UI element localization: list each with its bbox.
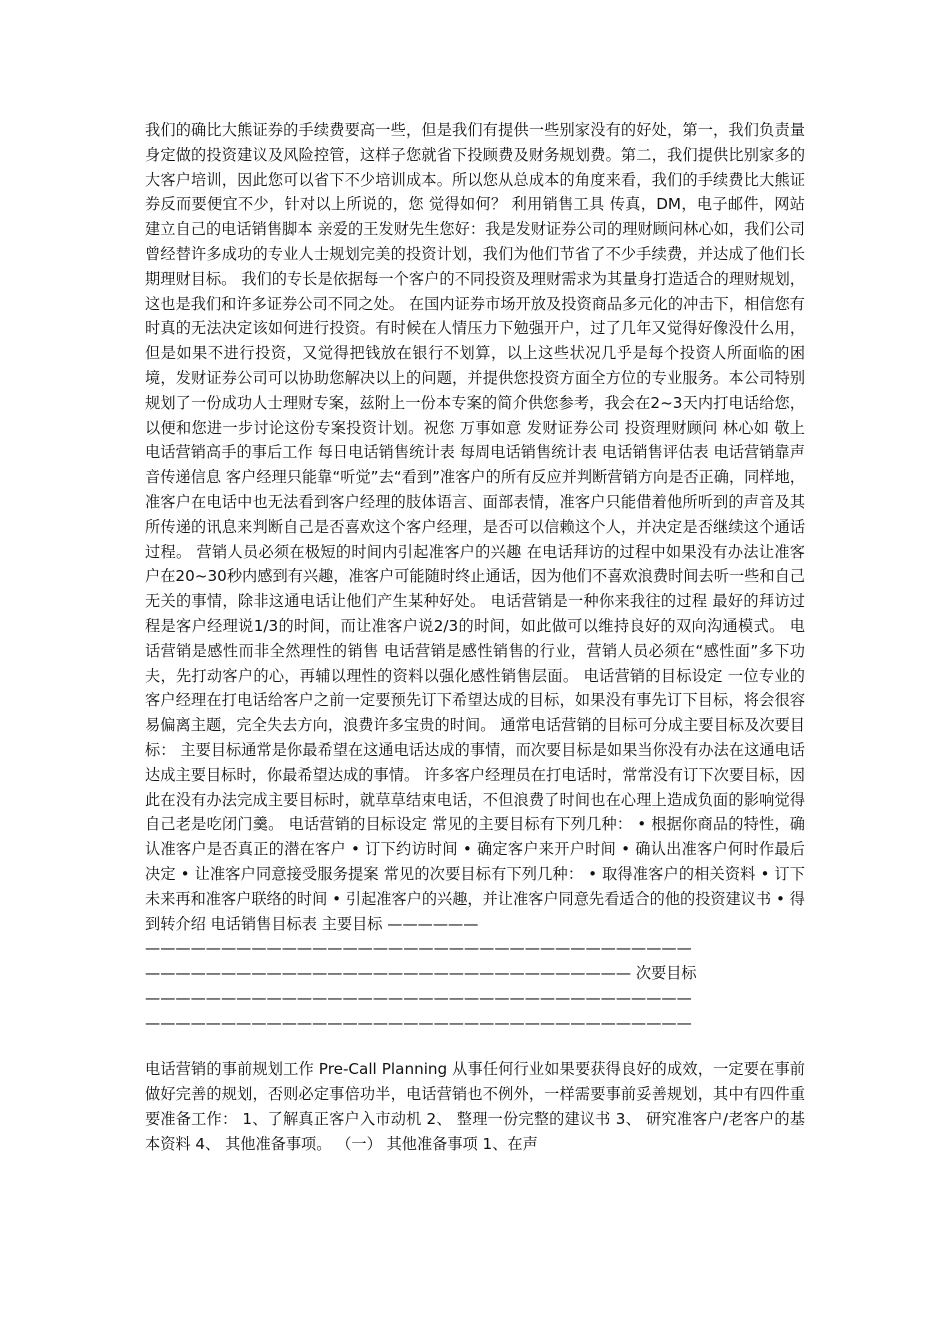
paragraph-gap xyxy=(145,1035,805,1057)
document-body xyxy=(145,118,805,1157)
rule-line: ———————————————————————————————————— xyxy=(145,1013,692,1032)
body-paragraph-precall: 电话营销的事前规划工作 Pre-Call Planning 从事任何行业如果要获得良好的成效，一定要在事前做好完善的规划，否则必定事倍功半，电话营销也不例外，一样需要事前妥善规划，其中有四件重要准备工作： 1、了解真正客户入市动机 2、 整理一份完整的建议书 3、 研究准客户/老客户的基本资料 4、 其他准备事项。 （一） 其他准备事项 1、在声 xyxy=(145,1060,805,1153)
rule-line: ———————————————————————————————————— xyxy=(145,988,692,1007)
rule-line: ———————————————————————————————————— xyxy=(145,939,692,958)
rule-line-secondary-goal: ———————————————————————————————— 次要目标 xyxy=(145,964,697,983)
body-paragraph-main: 我们的确比大熊证券的手续费要高一些，但是我们有提供一些别家没有的好处，第一，我们负责量身定做的投资建议及风险控管，这样子您就省下投顾费及财务规划费。第二，我们提供比别家多的大客户培训，因此您可以省下不少培训成本。所以您从总成本的角度来看，我们的手续费比大熊证券反而要便宜不少，针对以上所说的，您 觉得如何？ 利用销售工具 传真，DM，电子邮件，网站 建立自己的电话销售脚本 亲爱的王发财先生您好：我是发财证券公司的理财顾问林心如，我们公司曾经替许多成功的专业人士规划完美的投资计划，我们为他们节省了不少手续费，并达成了他们长期理财目标。 我们的专长是依据每一个客户的不同投资及理财需求为其量身打造适合的理财规划，这也是我们和许多证券公司不同之处。 在国内证券市场开放及投资商品多元化的冲击下，相信您有时真的无法决定该如何进行投资。有时候在人情压力下勉强开户，过了几年又觉得好像没什么用，但是如果不进行投资，又觉得把钱放在银行不划算，以上这些状况几乎是每个投资人所面临的困境，发财证券公司可以协助您解决以上的问题，并提供您投资方面全方位的专业服务。本公司特别规划了一份成功人士理财专案，兹附上一份本专案的简介供您参考，我会在2~3天内打电话给您，以便和您进一步讨论这份专案投资计划。祝您 万事如意 发财证券公司 投资理财顾问 林心如 敬上 电话营销高手的事后工作 每日电话销售统计表 每周电话销售统计表 电话销售评估表 电话营销靠声音传递信息 客户经理只能靠“听觉”去“看到”准客户的所有反应并判断营销方向是否正确，同样地，准客户在电话中也无法看到客户经理的肢体语言、面部表情，准客户只能借着他所听到的声音及其所传递的讯息来判断自己是否喜欢这个客户经理，是否可以信赖这个人，并决定是否继续这个通话过程。 营销人员必须在极短的时间内引起准客户的兴趣 在电话拜访的过程中如果没有办法让准客户在20~30秒内感到有兴趣，准客户可能随时终止通话，因为他们不喜欢浪费时间去听一些和自己无关的事情，除非这通电话让他们产生某种好处。 电话营销是一种你来我往的过程 最好的拜访过程是客户经理说1/3的时间，而让准客户说2/3的时间，如此做可以维持良好的双向沟通模式。 电话营销是感性而非全然理性的销售 电话营销是感性销售的行业，营销人员必须在“感性面”多下功夫，先打动客户的心，再辅以理性的资料以强化感性销售层面。 电话营销的目标设定 一位专业的客户经理在打电话给客户之前一定要预先订下希望达成的目标，如果没有事先订下目标，将会很容易偏离主题，完全失去方向，浪费许多宝贵的时间。 通常电话营销的目标可分成主要目标及次要目标： 主要目标通常是你最希望在这通电话达成的事情，而次要目标是如果当你没有办法在这通电话达成主要目标时，你最希望达成的事情。 许多客户经理员在打电话时，常常没有订下次要目标，因此在没有办法完成主要目标时，就草草结束电话，不但浪费了时间也在心理上造成负面的影响觉得自己老是吃闭门羹。 电话营销的目标设定 常见的主要目标有下列几种： • 根据你商品的特性，确认准客户是否真正的潜在客户 • 订下约访时间 • 确定客户来开户时间 • 确认出准客户何时作最后决定 • 让准客户同意接受服务提案 常见的次要目标有下列几种： • 取得准客户的相关资料 • 订下未来再和准客户联络的时间 • 引起准客户的兴趣，并让准客户同意先看适合的他的投资建议书 • 得到转介绍 电话销售目标表 主要目标 —————— xyxy=(145,121,805,933)
